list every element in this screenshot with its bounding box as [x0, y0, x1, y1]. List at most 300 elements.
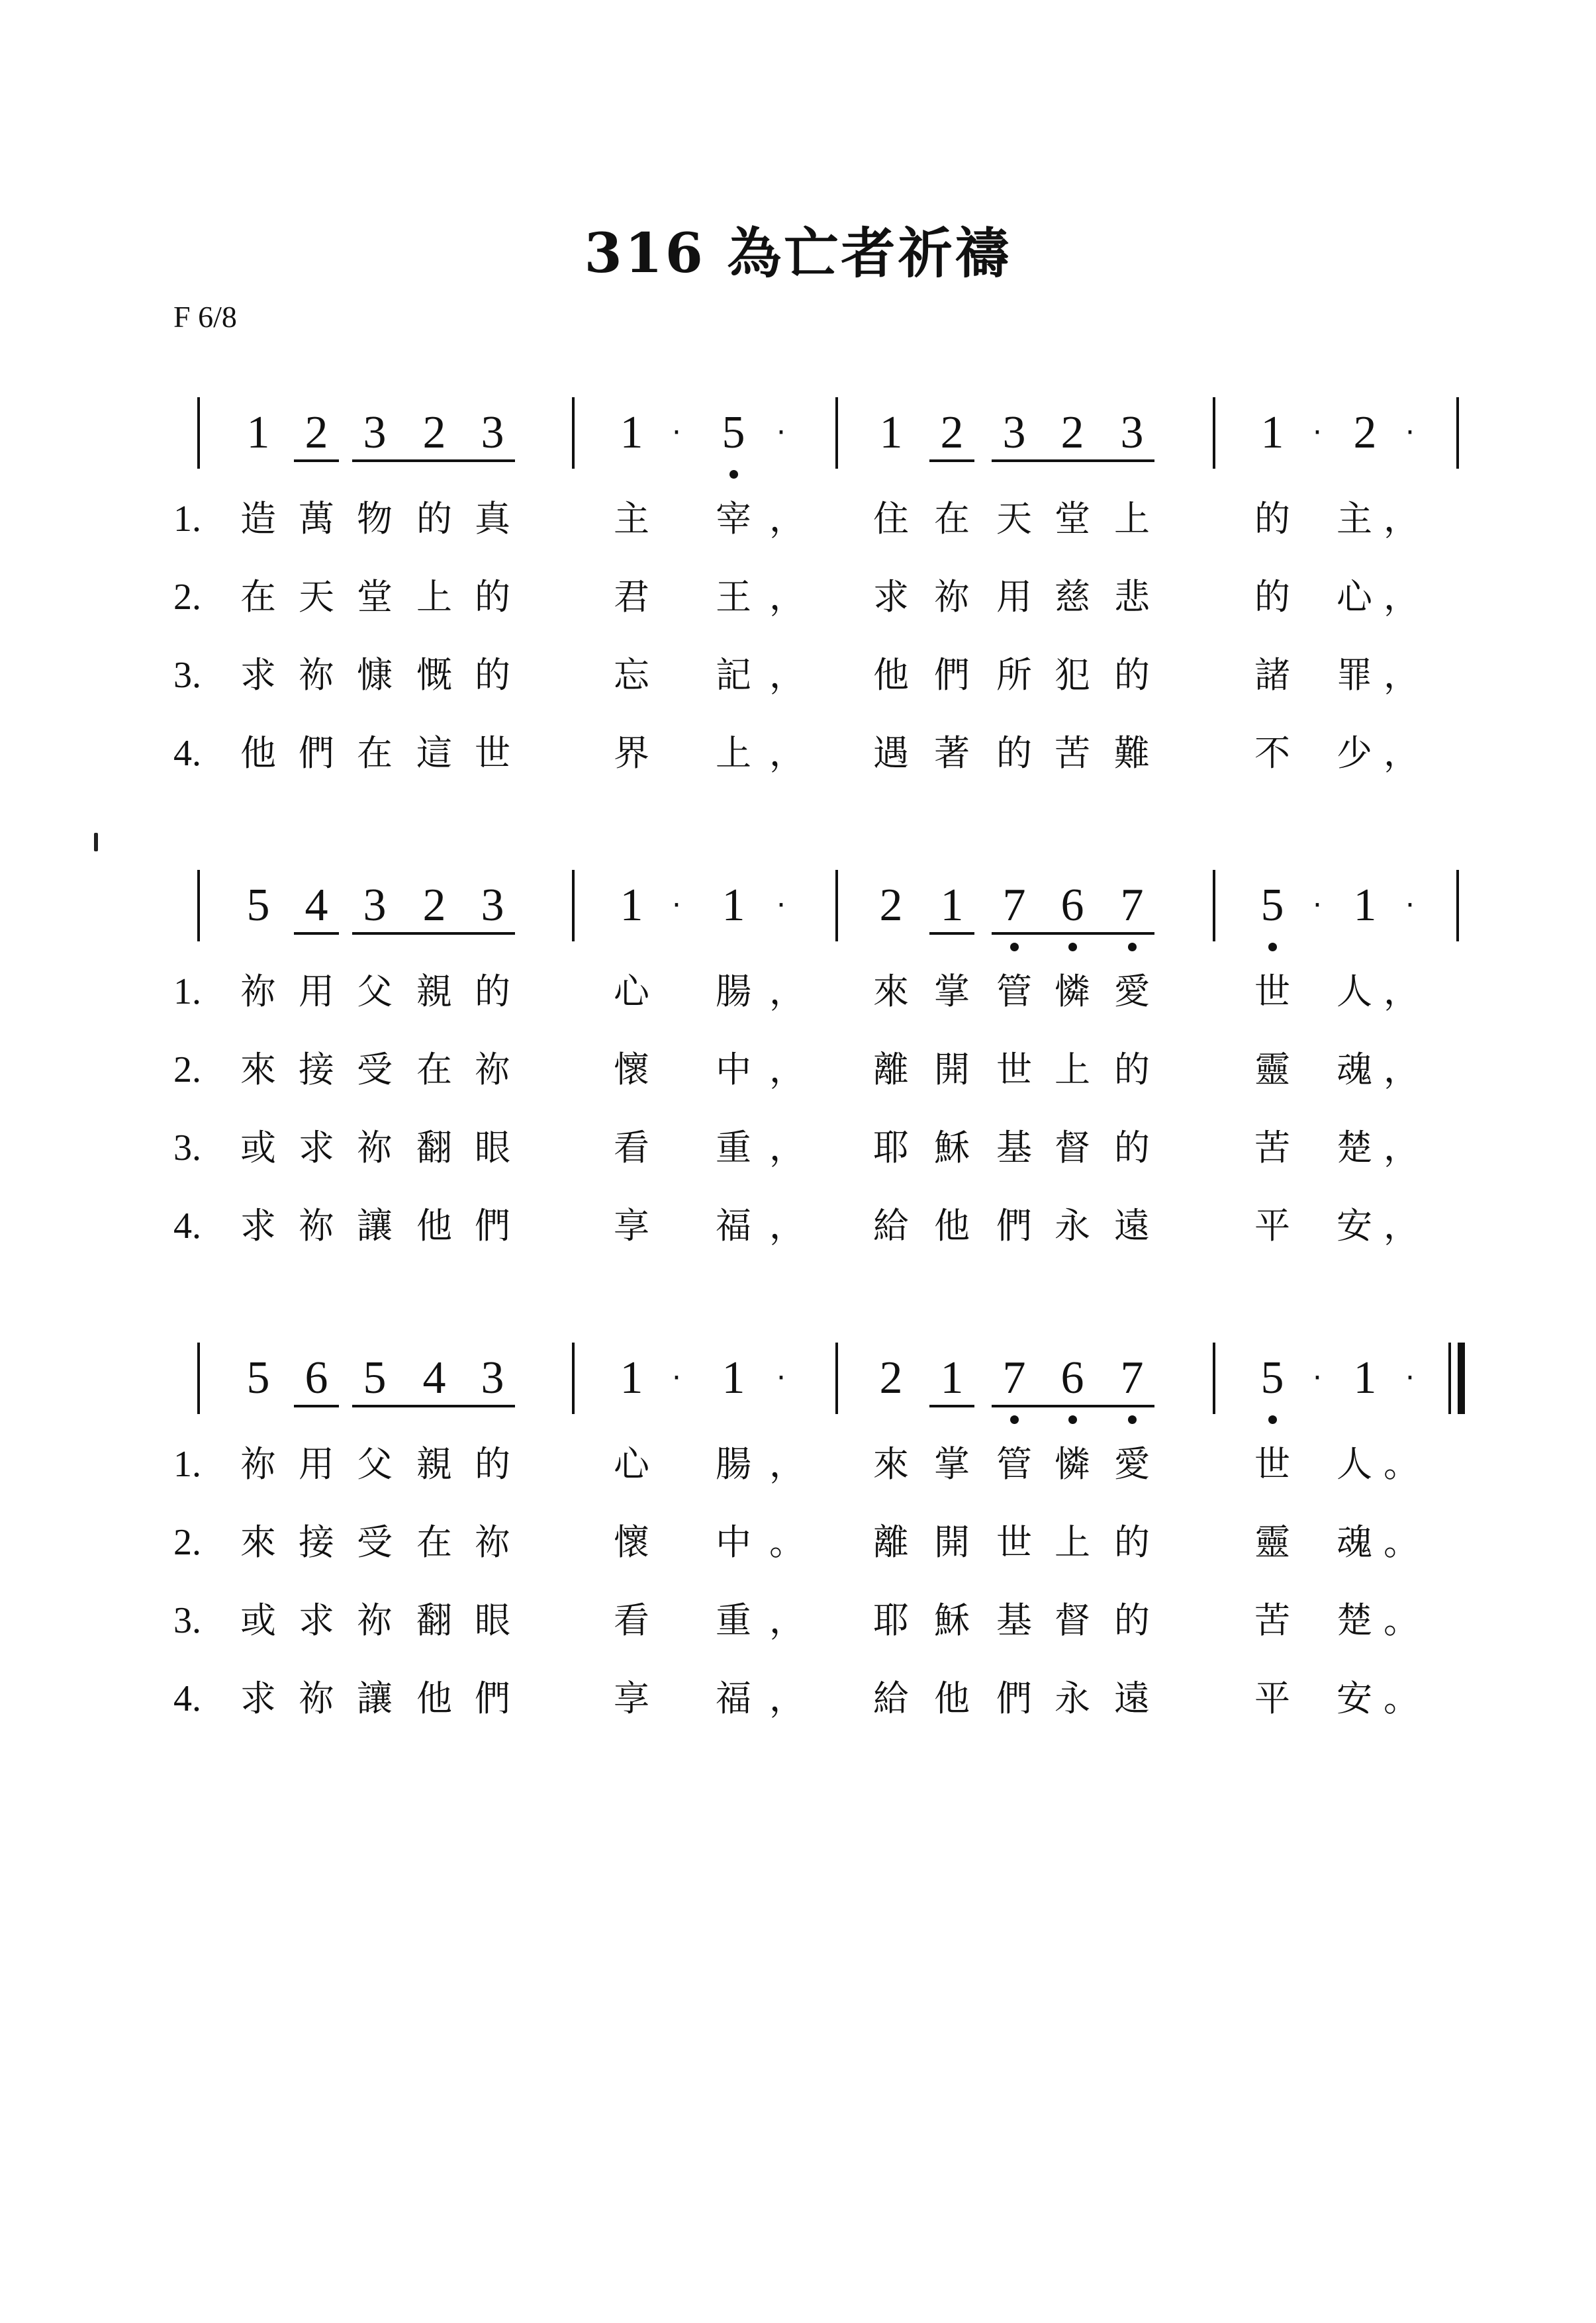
- lyric-character: 憐: [1055, 1443, 1090, 1485]
- lyric-character: 親: [416, 1443, 452, 1485]
- note: 3: [481, 1352, 504, 1403]
- lyric-character: 的: [416, 498, 452, 540]
- lyric-character: 他: [934, 1205, 970, 1247]
- lyric-character: 管: [996, 971, 1032, 1012]
- octave-low-dot: [1010, 1415, 1019, 1424]
- lyric-character: 祢: [357, 1599, 393, 1641]
- note: 2: [1060, 407, 1084, 458]
- lyric-line: [0, 493, 1596, 545]
- lyric-character: 督: [1055, 1599, 1090, 1641]
- note: 2: [422, 880, 446, 931]
- lyric-character: 愛: [1114, 971, 1150, 1012]
- note: 6: [1060, 880, 1084, 931]
- lyric-punctuation: ，: [769, 971, 805, 1012]
- lyric-punctuation: ，: [769, 1599, 805, 1641]
- lyric-character: 耶: [873, 1127, 909, 1168]
- beam-underline: [294, 1405, 339, 1407]
- octave-low-dot: [1268, 943, 1277, 951]
- lyric-character: 用: [996, 576, 1032, 618]
- lyric-character: 享: [614, 1678, 649, 1719]
- octave-low-dot: [1268, 1415, 1277, 1424]
- lyric-character: 難: [1114, 732, 1150, 774]
- note: 5: [1260, 880, 1284, 931]
- lyric-character: 求: [240, 1205, 276, 1247]
- lyric-punctuation: ，: [1384, 1127, 1419, 1168]
- dot-continuation: ·: [1405, 1361, 1415, 1395]
- lyric-character: 的: [1254, 498, 1290, 540]
- lyric-character: 離: [873, 1049, 909, 1090]
- lyric-character: 基: [996, 1599, 1032, 1641]
- note: 7: [1002, 1352, 1026, 1403]
- lyric-character: 愛: [1114, 1443, 1150, 1485]
- note: 2: [305, 407, 328, 458]
- lyric-character: 宰: [716, 498, 751, 540]
- lyric-character: 慷: [357, 654, 393, 696]
- note: 7: [1120, 1352, 1144, 1403]
- lyric-character: 慈: [1055, 576, 1090, 618]
- octave-low-dot: [729, 470, 738, 479]
- lyric-character: 的: [1114, 1127, 1150, 1168]
- lyric-character: 懷: [614, 1049, 649, 1090]
- lyric-character: 他: [873, 654, 909, 696]
- dot-continuation: ·: [672, 888, 681, 922]
- lyric-character: 安: [1337, 1678, 1372, 1719]
- final-barline-thin: [1448, 1343, 1451, 1414]
- lyric-character: 開: [934, 1521, 970, 1563]
- note: 4: [422, 1352, 446, 1403]
- lyric-character: 的: [1114, 1521, 1150, 1563]
- lyric-character: 來: [240, 1521, 276, 1563]
- dot-continuation: ·: [776, 888, 786, 922]
- lyric-character: 父: [357, 971, 393, 1012]
- lyric-character: 受: [357, 1049, 393, 1090]
- lyric-character: 的: [1114, 654, 1150, 696]
- lyric-character: 忘: [614, 654, 649, 696]
- lyric-character: 靈: [1254, 1521, 1290, 1563]
- lyric-character: 世: [996, 1521, 1032, 1563]
- lyric-character: 遇: [873, 732, 909, 774]
- note: 1: [722, 880, 745, 931]
- lyric-character: 的: [1114, 1049, 1150, 1090]
- lyric-punctuation: ，: [1384, 498, 1419, 540]
- lyric-character: 慨: [416, 654, 452, 696]
- note: 5: [363, 1352, 387, 1403]
- lyric-punctuation: ，: [769, 1443, 805, 1485]
- lyric-punctuation: ，: [1384, 1205, 1419, 1247]
- lyric-character: 祢: [240, 1443, 276, 1485]
- lyric-punctuation: ，: [1384, 654, 1419, 696]
- lyric-character: 悲: [1114, 576, 1150, 618]
- verse-number: 4.: [173, 1678, 201, 1719]
- barline: [1456, 397, 1459, 469]
- lyric-character: 接: [299, 1049, 334, 1090]
- lyric-character: 接: [299, 1521, 334, 1563]
- lyric-character: 的: [996, 732, 1032, 774]
- lyric-line: [0, 965, 1596, 1018]
- lyric-character: 穌: [934, 1599, 970, 1641]
- note: 1: [246, 407, 270, 458]
- note: 3: [363, 407, 387, 458]
- lyric-character: 他: [416, 1678, 452, 1719]
- lyric-character: 祢: [299, 1678, 334, 1719]
- note: 7: [1002, 880, 1026, 931]
- lyric-character: 親: [416, 971, 452, 1012]
- lyric-character: 他: [934, 1678, 970, 1719]
- dot-continuation: ·: [1313, 888, 1322, 922]
- beam-underline: [294, 932, 339, 935]
- lyric-character: 楚: [1337, 1599, 1372, 1641]
- lyric-line: [0, 649, 1596, 702]
- lyric-character: 造: [240, 498, 276, 540]
- lyric-character: 掌: [934, 971, 970, 1012]
- note: 6: [305, 1352, 328, 1403]
- lyric-character: 苦: [1055, 732, 1090, 774]
- barline: [572, 870, 575, 941]
- verse-number: 2.: [173, 577, 201, 618]
- note: 7: [1120, 880, 1144, 931]
- lyric-line: [0, 1043, 1596, 1096]
- lyric-character: 祢: [357, 1127, 393, 1168]
- barline: [835, 1343, 838, 1414]
- verse-number: 4.: [173, 1206, 201, 1247]
- beam-underline: [929, 459, 974, 462]
- note: 1: [940, 880, 964, 931]
- lyric-character: 受: [357, 1521, 393, 1563]
- beam-underline: [929, 1405, 974, 1407]
- lyric-character: 心: [614, 971, 649, 1012]
- note: 1: [620, 407, 643, 458]
- lyric-character: 界: [614, 732, 649, 774]
- note: 5: [246, 1352, 270, 1403]
- note: 2: [422, 407, 446, 458]
- lyric-character: 的: [475, 654, 510, 696]
- lyric-character: 堂: [357, 576, 393, 618]
- dot-continuation: ·: [776, 416, 786, 450]
- note: 1: [879, 407, 903, 458]
- lyric-character: 心: [614, 1443, 649, 1485]
- lyric-punctuation: ，: [1384, 971, 1419, 1012]
- lyric-character: 他: [240, 732, 276, 774]
- lyric-character: 永: [1055, 1678, 1090, 1719]
- lyric-character: 萬: [299, 498, 334, 540]
- lyric-line: [0, 1200, 1596, 1253]
- lyric-character: 遠: [1114, 1205, 1150, 1247]
- lyric-character: 重: [716, 1599, 751, 1641]
- note: 2: [940, 407, 964, 458]
- lyric-character: 離: [873, 1521, 909, 1563]
- lyric-character: 這: [416, 732, 452, 774]
- barline: [197, 1343, 200, 1414]
- lyric-punctuation: 。: [1384, 1521, 1419, 1563]
- key-time-signature: F 6/8: [173, 300, 237, 334]
- lyric-character: 管: [996, 1443, 1032, 1485]
- verse-number: 3.: [173, 1600, 201, 1641]
- lyric-character: 在: [934, 498, 970, 540]
- barline: [197, 870, 200, 941]
- octave-low-dot: [1128, 943, 1137, 951]
- lyric-character: 享: [614, 1205, 649, 1247]
- lyric-character: 堂: [1055, 498, 1090, 540]
- lyric-character: 犯: [1055, 654, 1090, 696]
- lyric-character: 的: [1254, 576, 1290, 618]
- barline: [572, 397, 575, 469]
- lyric-character: 的: [475, 576, 510, 618]
- lyric-punctuation: ，: [769, 498, 805, 540]
- beam-underline: [294, 459, 339, 462]
- lyric-punctuation: ，: [1384, 732, 1419, 774]
- lyric-character: 福: [716, 1205, 751, 1247]
- beam-underline: [352, 1405, 515, 1407]
- barline: [835, 397, 838, 469]
- note: 4: [305, 880, 328, 931]
- dot-continuation: ·: [1313, 416, 1322, 450]
- note: 3: [481, 880, 504, 931]
- lyric-character: 苦: [1254, 1599, 1290, 1641]
- lyric-character: 罪: [1337, 654, 1372, 696]
- lyric-character: 福: [716, 1678, 751, 1719]
- note: 2: [879, 1352, 903, 1403]
- lyric-character: 用: [299, 971, 334, 1012]
- lyric-character: 世: [475, 732, 510, 774]
- barline: [1213, 870, 1215, 941]
- lyric-character: 腸: [716, 1443, 751, 1485]
- octave-low-dot: [1128, 1415, 1137, 1424]
- verse-number: 2.: [173, 1522, 201, 1563]
- verse-number: 1.: [173, 498, 201, 540]
- lyric-character: 翻: [416, 1599, 452, 1641]
- verse-number: 1.: [173, 971, 201, 1012]
- note: 1: [722, 1352, 745, 1403]
- lyric-character: 祢: [934, 576, 970, 618]
- lyric-character: 平: [1254, 1678, 1290, 1719]
- dot-continuation: ·: [1405, 888, 1415, 922]
- lyric-character: 祢: [475, 1049, 510, 1090]
- lyric-character: 魂: [1337, 1049, 1372, 1090]
- lyric-line: [0, 727, 1596, 780]
- lyric-character: 穌: [934, 1127, 970, 1168]
- lyric-character: 少: [1337, 732, 1372, 774]
- lyric-character: 他: [416, 1205, 452, 1247]
- lyric-character: 求: [299, 1599, 334, 1641]
- lyric-character: 給: [873, 1205, 909, 1247]
- lyric-character: 求: [873, 576, 909, 618]
- verse-number: 2.: [173, 1049, 201, 1090]
- lyric-character: 著: [934, 732, 970, 774]
- lyric-character: 主: [1337, 498, 1372, 540]
- note: 5: [246, 880, 270, 931]
- final-barline-thick: [1458, 1343, 1465, 1414]
- lyric-character: 記: [716, 654, 751, 696]
- lyric-character: 遠: [1114, 1678, 1150, 1719]
- note: 6: [1060, 1352, 1084, 1403]
- octave-low-dot: [1068, 943, 1077, 951]
- lyric-character: 們: [475, 1205, 510, 1247]
- lyric-punctuation: ，: [769, 654, 805, 696]
- octave-low-dot: [1068, 1415, 1077, 1424]
- lyric-character: 中: [716, 1049, 751, 1090]
- lyric-punctuation: 。: [1384, 1599, 1419, 1641]
- lyric-character: 看: [614, 1127, 649, 1168]
- verse-number: 4.: [173, 733, 201, 774]
- lyric-punctuation: ，: [1384, 1049, 1419, 1090]
- barline: [1456, 870, 1459, 941]
- lyric-character: 祢: [299, 654, 334, 696]
- lyric-character: 在: [416, 1049, 452, 1090]
- beam-underline: [992, 932, 1154, 935]
- barline: [1213, 1343, 1215, 1414]
- lyric-character: 上: [1055, 1049, 1090, 1090]
- dot-continuation: ·: [1405, 416, 1415, 450]
- lyric-punctuation: 。: [769, 1521, 805, 1563]
- lyric-character: 或: [240, 1127, 276, 1168]
- lyric-punctuation: 。: [1384, 1443, 1419, 1485]
- lyric-character: 求: [240, 1678, 276, 1719]
- lyric-character: 中: [716, 1521, 751, 1563]
- lyric-character: 們: [996, 1678, 1032, 1719]
- dot-continuation: ·: [672, 1361, 681, 1395]
- lyric-character: 安: [1337, 1205, 1372, 1247]
- lyric-punctuation: ，: [769, 1127, 805, 1168]
- margin-mark: [94, 833, 98, 851]
- lyric-line: [0, 1672, 1596, 1725]
- lyric-character: 憐: [1055, 971, 1090, 1012]
- page-title: 316 為亡者祈禱: [584, 222, 1012, 285]
- lyric-punctuation: ，: [769, 732, 805, 774]
- beam-underline: [352, 932, 515, 935]
- lyric-line: [0, 571, 1596, 624]
- lyric-character: 主: [614, 498, 649, 540]
- lyric-character: 諸: [1254, 654, 1290, 696]
- barline: [1213, 397, 1215, 469]
- barline: [197, 397, 200, 469]
- lyric-character: 看: [614, 1599, 649, 1641]
- lyric-character: 翻: [416, 1127, 452, 1168]
- note: 3: [1002, 407, 1026, 458]
- lyric-character: 開: [934, 1049, 970, 1090]
- lyric-character: 世: [1254, 971, 1290, 1012]
- lyric-character: 重: [716, 1127, 751, 1168]
- lyric-character: 上: [1114, 498, 1150, 540]
- notation-system: [0, 1343, 1596, 1414]
- lyric-character: 在: [416, 1521, 452, 1563]
- lyric-character: 來: [873, 1443, 909, 1485]
- lyric-character: 求: [240, 654, 276, 696]
- lyric-character: 平: [1254, 1205, 1290, 1247]
- lyric-character: 的: [475, 971, 510, 1012]
- lyric-character: 上: [1055, 1521, 1090, 1563]
- lyric-character: 祢: [240, 971, 276, 1012]
- lyric-character: 上: [416, 576, 452, 618]
- verse-number: 1.: [173, 1444, 201, 1485]
- lyric-character: 天: [996, 498, 1032, 540]
- lyric-character: 腸: [716, 971, 751, 1012]
- lyric-character: 耶: [873, 1599, 909, 1641]
- lyric-character: 的: [475, 1443, 510, 1485]
- lyric-character: 住: [873, 498, 909, 540]
- beam-underline: [352, 459, 515, 462]
- lyric-punctuation: ，: [769, 1205, 805, 1247]
- lyric-character: 上: [716, 732, 751, 774]
- lyric-character: 王: [716, 576, 751, 618]
- barline: [572, 1343, 575, 1414]
- lyric-character: 永: [1055, 1205, 1090, 1247]
- lyric-line: [0, 1438, 1596, 1491]
- lyric-character: 楚: [1337, 1127, 1372, 1168]
- lyric-character: 祢: [299, 1205, 334, 1247]
- lyric-character: 君: [614, 576, 649, 618]
- lyric-character: 或: [240, 1599, 276, 1641]
- lyric-punctuation: ，: [769, 576, 805, 618]
- beam-underline: [929, 932, 974, 935]
- notation-system: [0, 870, 1596, 941]
- lyric-punctuation: ，: [769, 1678, 805, 1719]
- verse-number: 3.: [173, 1127, 201, 1168]
- lyric-character: 讓: [357, 1205, 393, 1247]
- note: 3: [363, 880, 387, 931]
- lyric-character: 們: [475, 1678, 510, 1719]
- note: 1: [620, 880, 643, 931]
- notation-system: [0, 397, 1596, 469]
- lyric-character: 懷: [614, 1521, 649, 1563]
- note: 2: [879, 880, 903, 931]
- note: 5: [1260, 1352, 1284, 1403]
- lyric-character: 物: [357, 498, 393, 540]
- beam-underline: [992, 1405, 1154, 1407]
- note: 1: [1260, 407, 1284, 458]
- note: 1: [1353, 1352, 1377, 1403]
- note: 2: [1353, 407, 1377, 458]
- lyric-character: 靈: [1254, 1049, 1290, 1090]
- lyric-character: 苦: [1254, 1127, 1290, 1168]
- lyric-character: 天: [299, 576, 334, 618]
- note: 5: [722, 407, 745, 458]
- lyric-character: 眼: [475, 1127, 510, 1168]
- note: 3: [1120, 407, 1144, 458]
- lyric-character: 人: [1337, 1443, 1372, 1485]
- lyric-line: [0, 1594, 1596, 1647]
- note: 1: [620, 1352, 643, 1403]
- lyric-character: 們: [299, 732, 334, 774]
- dot-continuation: ·: [1313, 1361, 1322, 1395]
- lyric-character: 給: [873, 1678, 909, 1719]
- lyric-character: 真: [475, 498, 510, 540]
- lyric-character: 在: [240, 576, 276, 618]
- lyric-character: 魂: [1337, 1521, 1372, 1563]
- note: 3: [481, 407, 504, 458]
- octave-low-dot: [1010, 943, 1019, 951]
- lyric-punctuation: 。: [1384, 1678, 1419, 1719]
- lyric-character: 來: [873, 971, 909, 1012]
- lyric-character: 在: [357, 732, 393, 774]
- lyric-character: 祢: [475, 1521, 510, 1563]
- lyric-character: 世: [996, 1049, 1032, 1090]
- verse-number: 3.: [173, 655, 201, 696]
- lyric-character: 來: [240, 1049, 276, 1090]
- lyric-character: 眼: [475, 1599, 510, 1641]
- barline: [835, 870, 838, 941]
- lyric-character: 用: [299, 1443, 334, 1485]
- lyric-character: 求: [299, 1127, 334, 1168]
- note: 1: [1353, 880, 1377, 931]
- lyric-punctuation: ，: [1384, 576, 1419, 618]
- dot-continuation: ·: [776, 1361, 786, 1395]
- lyric-character: 所: [996, 654, 1032, 696]
- beam-underline: [992, 459, 1154, 462]
- lyric-character: 不: [1254, 732, 1290, 774]
- lyric-punctuation: ，: [769, 1049, 805, 1090]
- lyric-character: 人: [1337, 971, 1372, 1012]
- lyric-character: 掌: [934, 1443, 970, 1485]
